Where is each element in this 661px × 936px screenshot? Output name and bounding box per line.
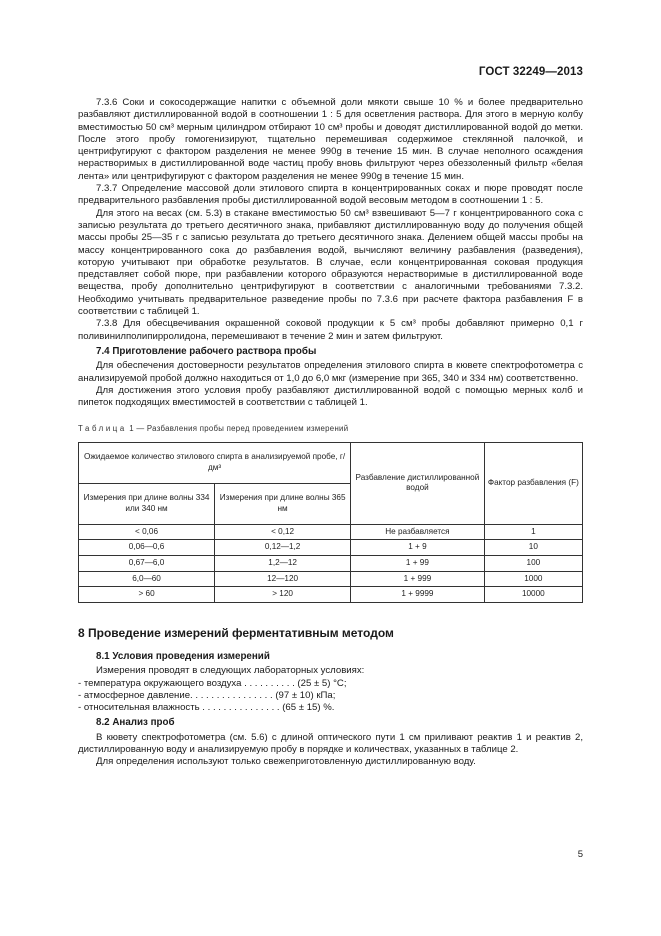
table-row bbox=[79, 524, 583, 540]
table-cell: 12—120 bbox=[215, 571, 351, 587]
paragraph-7-3-7-detail: Для этого на весах (см. 5.3) в стакане вместимостью 50 см³ взвешивают 5—7 г концентрированного сока с записью результата до третьего десятичного знака, прибавляют дистиллированную воду до получения общей массы пробы 25—35 г с записью результата до третьего десятичного знака. Делением общей массы пробы на массу концентрированного сока до разбавления водой, вычисляют величину разбавления (разведения), которую учитывают при обработке результатов. В случае, если концентрированная соковая продукция представляет собой пюре, при разбавлении которого образуются нерастворимые в дистиллированной воде вещества, пробу дополнительно центрифугируют в соответствии с аналогичными требованиями 7.3.2. Необходимо учитывать предварительное разведение пробы по 7.3.6 при расчете фактора разбавления F в соответствии с таблицей 1. bbox=[78, 207, 583, 318]
table-row bbox=[79, 587, 583, 603]
section-8-2-paragraph-1: В кювету спектрофотометра (см. 5.6) с длиной оптического пути 1 см приливают реактив 1 и реактив 2, дистиллированную воду и анализируемую пробу в порядке и количествах, указанных в таблице 2. bbox=[78, 731, 583, 756]
table-row bbox=[79, 555, 583, 571]
page-content bbox=[78, 97, 583, 769]
table-caption-word: Таблица bbox=[78, 424, 127, 434]
table-cell: > 120 bbox=[215, 587, 351, 603]
table-cell: 1 + 9999 bbox=[351, 587, 485, 603]
table-1-caption bbox=[78, 423, 583, 435]
condition-temperature: - температура окружающего воздуха . . . . . . . . . . (25 ± 5) °С; bbox=[78, 677, 347, 689]
section-7-4-paragraph-1: Для обеспечения достоверности результатов определения этилового спирта в кювете спектрофотометра с анализируемой пробой должно находиться от 1,0 до 6,0 мкг (измерение при 365, 340 и 334 нм) соответственно. bbox=[78, 360, 583, 384]
table-cell: 6,0—60 bbox=[79, 571, 215, 587]
section-8-title: 8 Проведение измерений ферментативным методом bbox=[78, 625, 394, 640]
table-cell: 100 bbox=[484, 555, 582, 571]
section-8-1-intro: Измерения проводят в следующих лабораторных условиях: bbox=[96, 665, 365, 677]
table-cell: 1 + 9 bbox=[351, 540, 485, 556]
section-7-4-title: 7.4 Приготовление рабочего раствора пробы bbox=[96, 345, 317, 357]
section-7-4-paragraph-2: Для достижения этого условия пробу разбавляют дистиллированной водой с помощью мерных колб и пипеток подходящих вместимостей в соответствии с таблицей 1. bbox=[78, 384, 583, 409]
table-cell: 1000 bbox=[484, 571, 582, 587]
table-head-wavelength-365: Измерения при длине волны 365 нм bbox=[215, 483, 351, 524]
table-cell: < 0,06 bbox=[79, 524, 215, 540]
paragraph-7-3-6: 7.3.6 Соки и сокосодержащие напитки с объемной доли мякоти свыше 10 % и более предварительно разбавляют дистиллированной водой в соотношении 1 : 5 для осветления раствора. Для этого в мерную колбу вместимостью 50 см³ мерным цилиндром отбирают 10 см³ пробы и доводят дистиллированной водой до метки. После этого пробу гомогенизируют, тщательно перемешивая содержимое стеклянной палочкой, и центрифугируют с фактором разделения не менее 990g в течение 15 мин. В случае неполного осаждения нерастворимых в дистиллированной воде частиц пробу вновь фильтруют через обеззоленный фильтр «белая лента» или центрифугируют с фактором разделения не менее 990g в течение 15 мин. bbox=[78, 97, 583, 182]
table-cell: 0,67—6,0 bbox=[79, 555, 215, 571]
table-cell: 1 + 99 bbox=[351, 555, 485, 571]
table-cell: > 60 bbox=[79, 587, 215, 603]
dilution-table bbox=[78, 442, 583, 603]
table-cell: 0,12—1,2 bbox=[215, 540, 351, 556]
table-cell: < 0,12 bbox=[215, 524, 351, 540]
table-cell: 10 bbox=[484, 540, 582, 556]
paragraph-7-3-8: 7.3.8 Для обесцвечивания окрашенной соковой продукции к 5 см³ пробы добавляют примерно 0,1 г поливинилполипирролидона, перемешивают в течение 2 мин и затем фильтруют. bbox=[78, 318, 583, 342]
paragraph-7-3-7: 7.3.7 Определение массовой доли этилового спирта в концентрированных соках и пюре проводят после предварительного разбавления пробы дистиллированной водой весовым методом в соотношении 1 : 5. bbox=[78, 183, 583, 207]
section-8-1-title: 8.1 Условия проведения измерений bbox=[96, 650, 270, 662]
table-head-dilution: Разбавление дистиллированной водой bbox=[351, 442, 485, 524]
table-cell: 10000 bbox=[484, 587, 582, 603]
condition-humidity: - относительная влажность . . . . . . . . . . . . . . . (65 ± 15) %. bbox=[78, 702, 335, 714]
section-8-2-title: 8.2 Анализ проб bbox=[96, 717, 175, 729]
section-8-2-paragraph-2: Для определения используют только свежеприготовленную дистиллированную воду. bbox=[96, 756, 476, 768]
table-row bbox=[79, 540, 583, 556]
table-head-factor: Фактор разбавления (F) bbox=[484, 442, 582, 524]
table-row bbox=[79, 571, 583, 587]
table-cell: 1 + 999 bbox=[351, 571, 485, 587]
table-cell: 1,2—12 bbox=[215, 555, 351, 571]
page-number: 5 bbox=[577, 849, 583, 860]
table-cell: 0,06—0,6 bbox=[79, 540, 215, 556]
table-head-wavelength-334-340: Измерения при длине волны 334 или 340 нм bbox=[79, 483, 215, 524]
table-head-expected-amount: Ожидаемое количество этилового спирта в анализируемой пробе, г/дм³ bbox=[79, 442, 351, 483]
table-cell: 1 bbox=[484, 524, 582, 540]
condition-pressure: - атмосферное давление. . . . . . . . . . . . . . . . (97 ± 10) кПа; bbox=[78, 689, 336, 701]
document-standard-header: ГОСТ 32249—2013 bbox=[478, 66, 583, 78]
table-cell: Не разбавляется bbox=[351, 524, 485, 540]
table-caption-text: 1 — Разбавления пробы перед проведением измерений bbox=[129, 424, 349, 434]
